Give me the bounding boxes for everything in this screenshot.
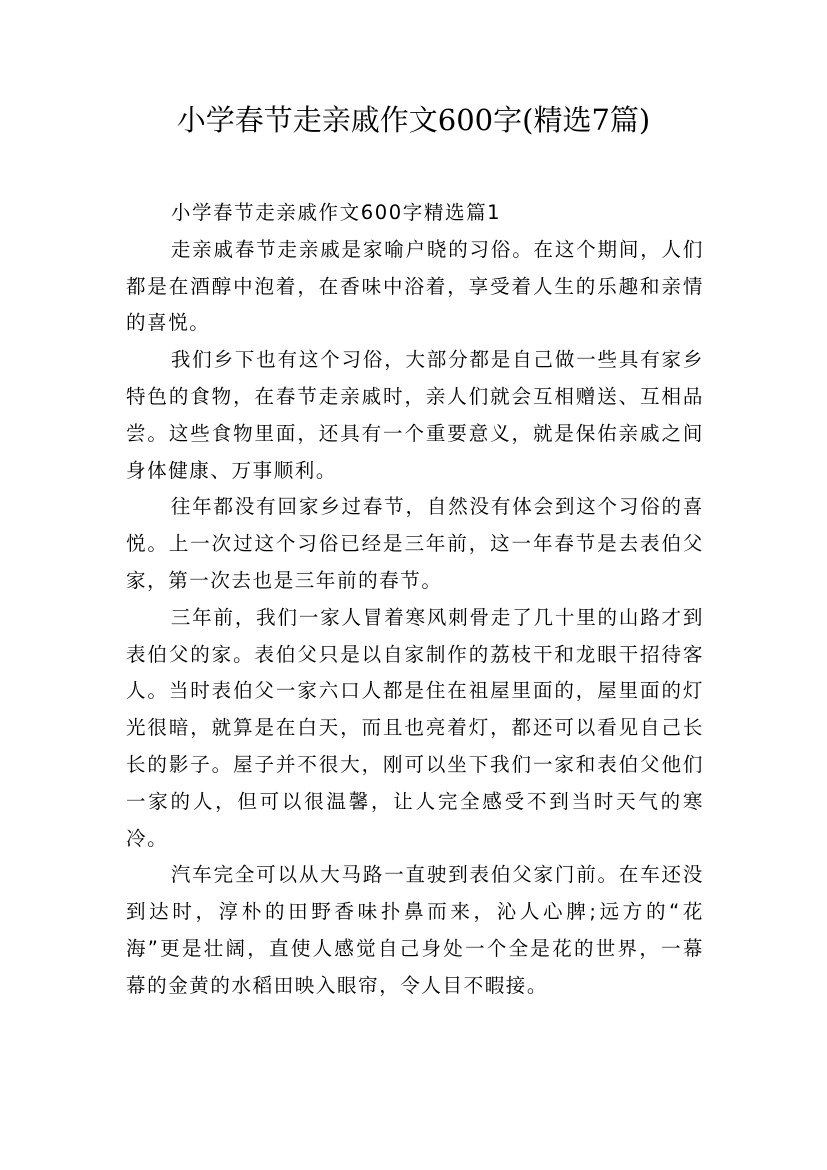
paragraph: 走亲戚春节走亲戚是家喻户晓的习俗。在这个期间，人们都是在酒醇中泡着，在香味中浴着，享受着人生的乐趣和亲情的喜悦。 <box>126 237 704 335</box>
paragraph: 三年前，我们一家人冒着寒风刺骨走了几十里的山路才到表伯父的家。表伯父只是以自家制作的荔枝干和龙眼干招待客人。当时表伯父一家六口人都是住在祖屋里面的，屋里面的灯光很暗，就算是在白天，而且也亮着灯，都还可以看见自己长长的影子。屋子并不很大，刚可以坐下我们一家和表伯父他们一家的人，但可以很温馨，让人完全感受不到当时天气的寒冷。 <box>126 605 704 850</box>
paragraph: 汽车完全可以从大马路一直驶到表伯父家门前。在车还没到达时，淳朴的田野香味扑鼻而来，沁人心脾;远方的“花海”更是壮阔，直使人感觉自己身处一个全是花的世界，一幕幕的金黄的水稻田映入眼帘，令人目不暇接。 <box>126 863 704 997</box>
paragraph: 我们乡下也有这个习俗，大部分都是自己做一些具有家乡特色的食物，在春节走亲戚时，亲人们就会互相赠送、互相品尝。这些食物里面，还具有一个重要意义，就是保佑亲戚之间身体健康、万事顺利。 <box>126 348 704 482</box>
document-title: 小学春节走亲戚作文600字(精选7篇) <box>176 103 651 137</box>
document-body <box>126 195 704 1005</box>
paragraph: 往年都没有回家乡过春节，自然没有体会到这个习俗的喜悦。上一次过这个习俗已经是三年前，这一年春节是去表伯父家，第一次去也是三年前的春节。 <box>126 495 704 592</box>
section-heading: 小学春节走亲戚作文600字精选篇1 <box>170 201 502 224</box>
